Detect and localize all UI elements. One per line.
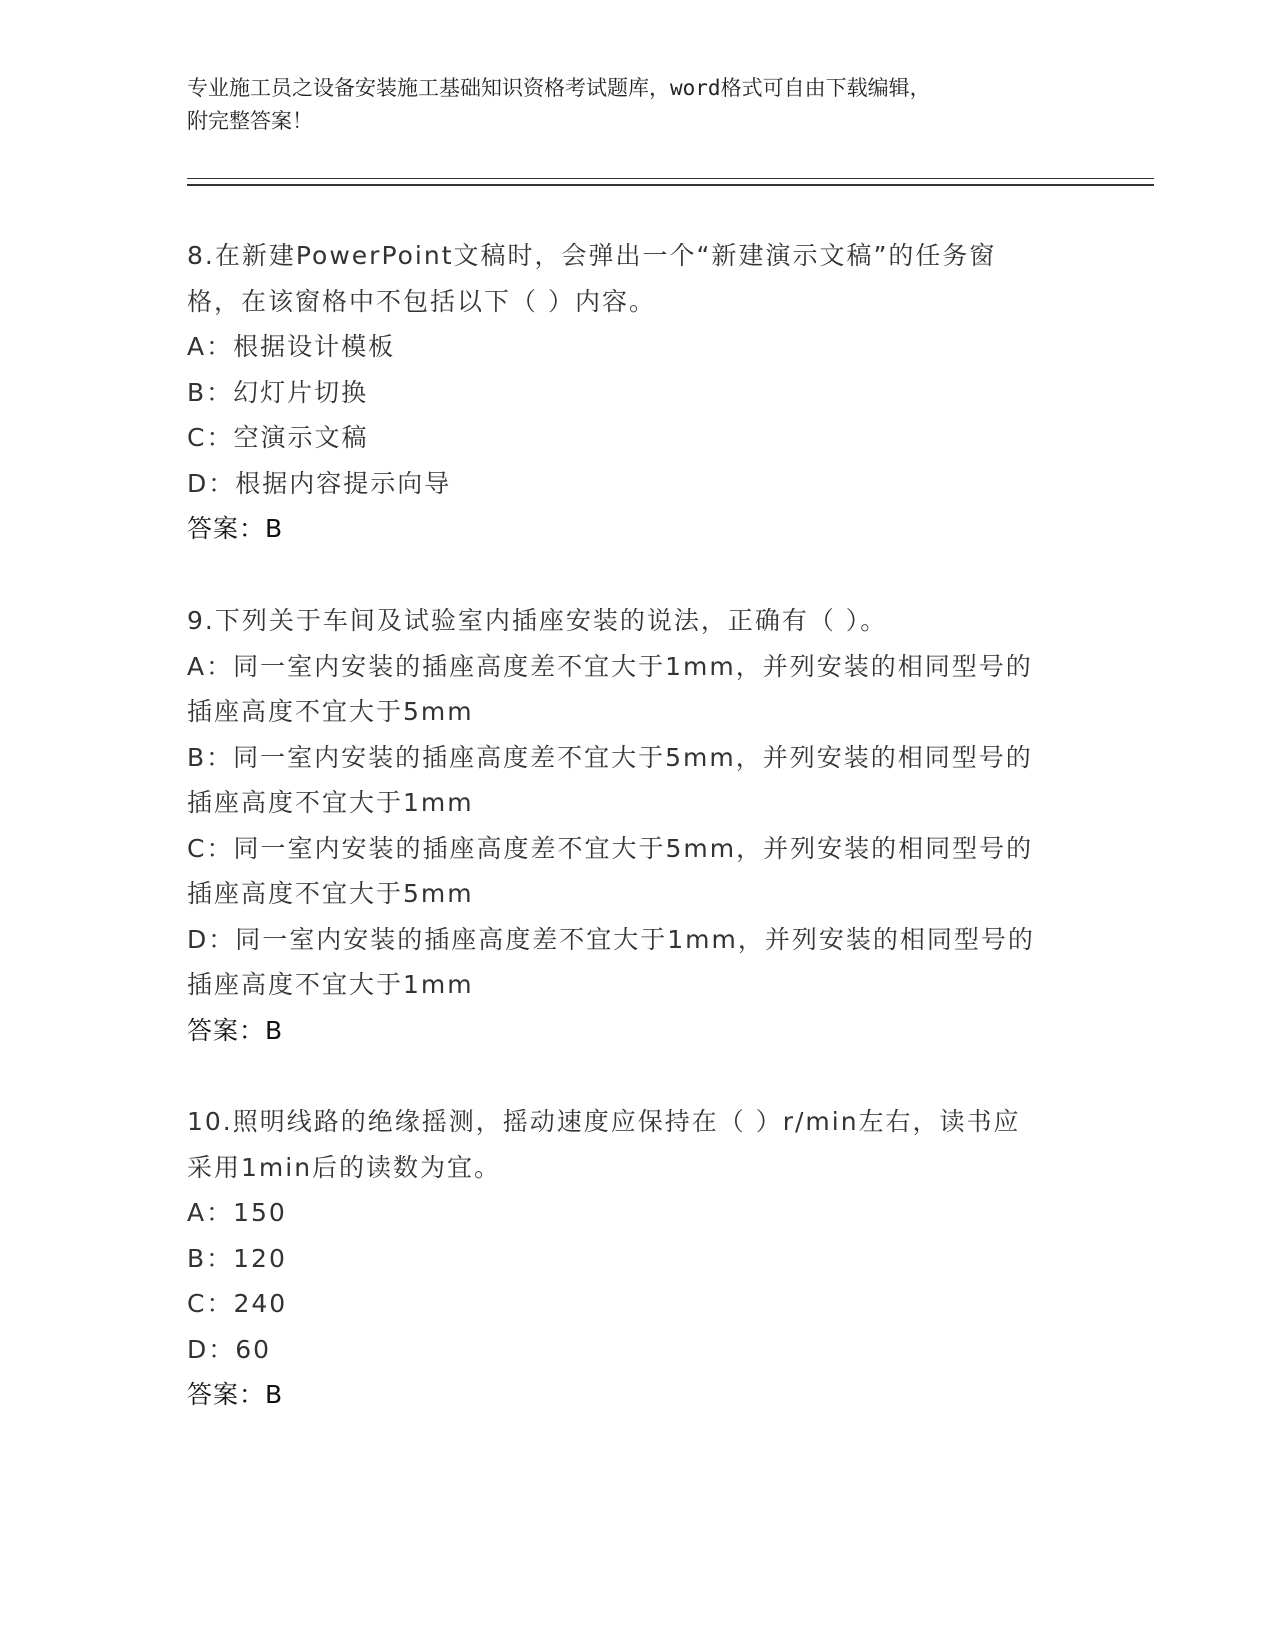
option-a: A：同一室内安装的插座高度差不宜大于1mm，并列安装的相同型号的 — [187, 651, 1033, 681]
option-a: A：根据设计模板 — [187, 332, 396, 361]
option-b: B：同一室内安装的插座高度差不宜大于5mm，并列安装的相同型号的 — [187, 742, 1033, 772]
answer-line: 答案：B — [187, 1380, 284, 1409]
option-a-continued: 插座高度不宜大于5mm — [187, 697, 474, 726]
question-8 — [187, 233, 1087, 552]
question-stem-line: 9.下列关于车间及试验室内插座安装的说法，正确有（ ）。 — [187, 606, 888, 635]
option-d: D：同一室内安装的插座高度差不宜大于1mm，并列安装的相同型号的 — [187, 924, 1035, 954]
option-b-continued: 插座高度不宜大于1mm — [187, 788, 474, 817]
option-d: D：60 — [187, 1334, 272, 1364]
header-line-1: 专业施工员之设备安装施工基础知识资格考试题库，word格式可自由下载编辑， — [187, 76, 931, 100]
option-b: B：幻灯片切换 — [187, 377, 369, 407]
question-stem-line: 10.照明线路的绝缘摇测，摇动速度应保持在（ ）r/min左右，读书应 — [187, 1107, 1021, 1136]
option-b: B：120 — [187, 1243, 287, 1273]
header-line-2: 附完整答案！ — [187, 109, 313, 133]
answer-line: 答案：B — [187, 1015, 284, 1045]
option-c: C：240 — [187, 1289, 288, 1318]
question-stem-line: 8.在新建PowerPoint文稿时，会弹出一个“新建演示文稿”的任务窗 — [187, 241, 997, 270]
question-9 — [187, 598, 1087, 1053]
question-stem-line: 采用1min后的读数为宜。 — [187, 1152, 502, 1182]
option-d-continued: 插座高度不宜大于1mm — [187, 970, 474, 999]
header-divider — [187, 178, 1154, 186]
option-c-continued: 插座高度不宜大于5mm — [187, 879, 474, 908]
option-c: C：空演示文稿 — [187, 423, 369, 452]
option-d: D：根据内容提示向导 — [187, 468, 452, 498]
question-10 — [187, 1099, 1087, 1418]
document-header — [187, 72, 1067, 138]
question-stem-line: 格，在该窗格中不包括以下（ ）内容。 — [187, 286, 656, 316]
option-a: A：150 — [187, 1198, 287, 1227]
answer-line: 答案：B — [187, 514, 284, 543]
option-c: C：同一室内安装的插座高度差不宜大于5mm，并列安装的相同型号的 — [187, 833, 1034, 863]
